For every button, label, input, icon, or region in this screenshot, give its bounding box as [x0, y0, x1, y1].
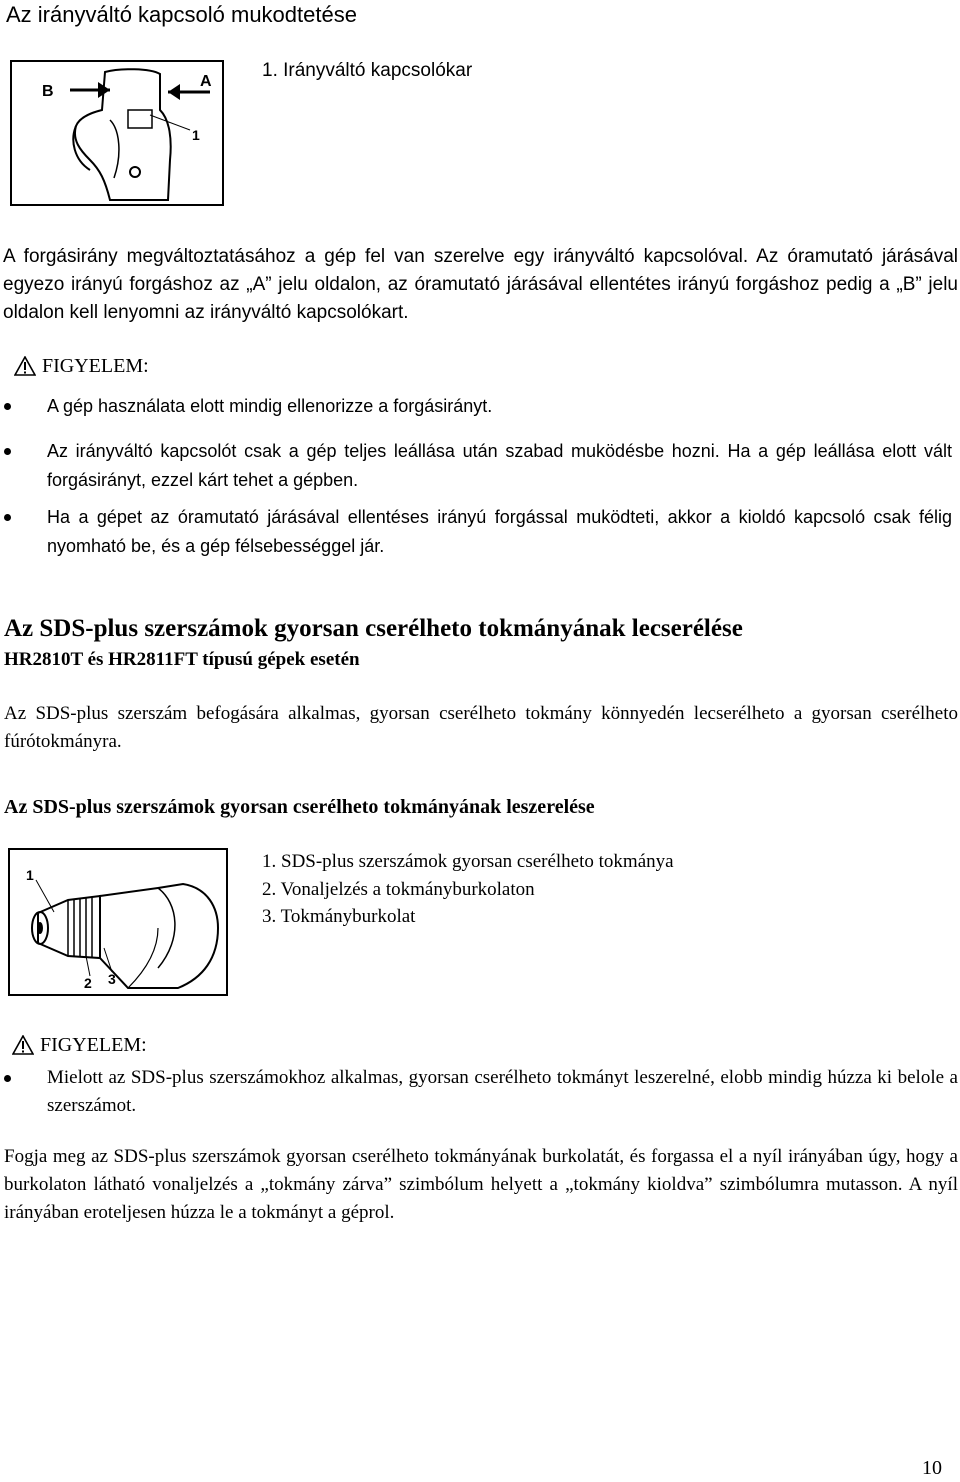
- section-title: Az irányváltó kapcsoló mukodtetése: [6, 2, 357, 27]
- legend-item: 2. Vonaljelzés a tokmányburkolaton: [262, 878, 535, 900]
- label-3: 3: [108, 971, 116, 987]
- page-number: 10: [922, 1457, 942, 1479]
- warning-label: FIGYELEM:: [42, 355, 149, 377]
- chuck-figure: [8, 848, 228, 996]
- warning-label: FIGYELEM:: [40, 1034, 147, 1056]
- bullet-icon: [4, 1075, 11, 1082]
- subheading: Az SDS-plus szerszámok gyorsan cserélheto tokmányának leszerelése: [4, 796, 595, 818]
- section-subtitle: HR2810T és HR2811FT típusú gépek esetén: [4, 649, 360, 670]
- bullet-icon: [4, 448, 11, 455]
- bullet-icon: [4, 403, 11, 410]
- final-paragraph: Fogja meg az SDS-plus szerszámok gyorsan cserélheto tokmányának burkolatát, és forgassa el a nyíl irányában úgy, hogy a burkolaton látható vonaljelzés a „tokmány zárva” szimbólum helyett a „tokmány kioldva” szimbólumra mutasson. A nyíl irányában eroteljesen húzza le a tokmányt a géprol.: [4, 1146, 958, 1223]
- label-a: A: [200, 73, 212, 90]
- section-title-2: Az SDS-plus szerszámok gyorsan cserélheto tokmányának lecserélése: [4, 615, 743, 642]
- label-1: 1: [26, 867, 34, 883]
- intro-paragraph: A forgásirány megváltoztatásához a gép fel van szerelve egy irányváltó kapcsolóval. Az óramutató járásával egyezo irányú forgáshoz az „A” jelu oldalon, az óramutató járásával ellentétes irányú forgáshoz pedig a „B” jelu oldalon kell lenyomni az irányváltó kapcsolókart.: [3, 246, 958, 323]
- label-1: 1: [192, 127, 200, 143]
- figure-caption: 1. Irányváltó kapcsolókar: [262, 60, 473, 81]
- legend-item: 1. SDS-plus szerszámok gyorsan cserélheto tokmánya: [262, 851, 674, 872]
- warning-icon: [14, 356, 36, 376]
- warning-heading: [14, 352, 149, 380]
- figure-legend: [262, 848, 674, 931]
- label-b: B: [42, 83, 54, 100]
- legend-item: 3. Tokmányburkolat: [262, 906, 416, 927]
- direction-switch-figure: [10, 60, 224, 206]
- label-2: 2: [84, 975, 92, 991]
- paragraph: Az SDS-plus szerszám befogására alkalmas, gyorsan cserélheto tokmány könnyedén lecserélheto a gyorsan cserélheto fúrótokmányra.: [4, 703, 958, 752]
- warning-icon: [12, 1035, 34, 1055]
- bullet-icon: [4, 514, 11, 521]
- warning-heading-2: [12, 1031, 147, 1059]
